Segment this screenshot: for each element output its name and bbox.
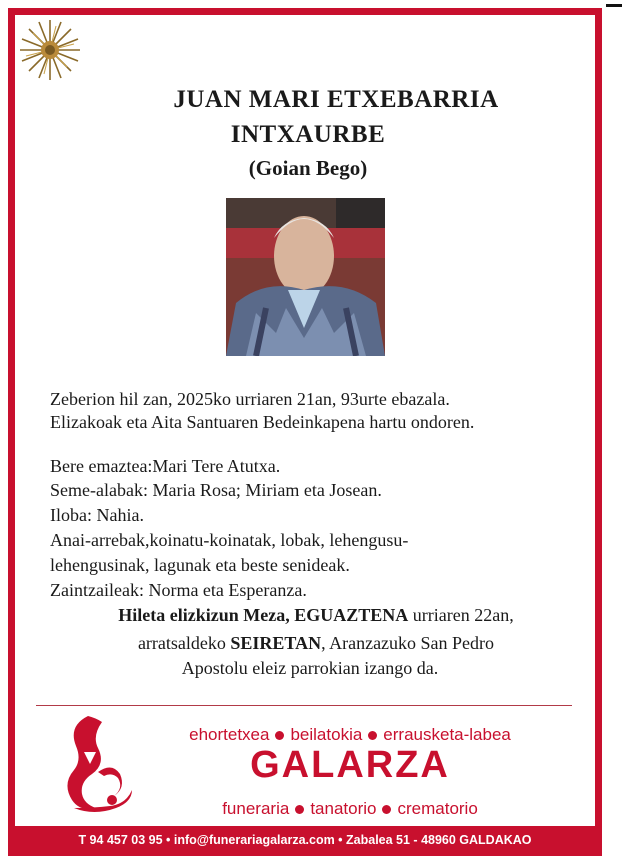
brand-name: GALARZA [250,744,450,786]
contact-line: T 94 457 03 95 • info@funerariagalarza.com • Zabalea 51 - 48960 GALDAKAO [78,833,532,847]
bullet-dot [275,731,284,740]
funeral-line-1 [4,604,624,626]
goian-bego-label: (Goian Bego) [248,156,368,180]
services-spanish [140,799,560,819]
deceased-name-line-2: INTXAURBE [230,121,386,148]
relative-line-children: Seme-alabak: Maria Rosa; Miriam eta Josean. [50,480,382,500]
death-announcement: Zeberion hil zan, 2025ko urriaren 21an, 93urte ebazala. [50,389,450,409]
service-errausketa-labea: errausketa-labea [383,725,511,744]
deceased-name-line-1: JUAN MARI ETXEBARRIA [173,86,499,113]
relative-line-siblings: Anai-arrebak,koinatu-koinatak, lobak, lehengusu- [50,530,409,550]
edge-mark [606,4,622,7]
relative-line-cousins: lehengusinak, lagunak eta beste senideak. [50,555,350,575]
services-basque [140,725,560,745]
galarza-logo-icon [54,712,138,816]
funeral-day: EGUAZTENA [294,605,409,625]
relative-line-spouse: Bere emaztea:Mari Tere Atutxa. [50,456,281,476]
bullet-dot [368,731,377,740]
service-funeraria: funeraria [222,799,290,818]
bullet-dot [382,805,391,814]
sacraments-line: Elizakoak eta Aita Santuaren Bedeinkapena hartu ondoren. [50,412,475,432]
contact-footer [8,826,602,856]
funeral-line-3: Apostolu eleiz parrokian izango da. [181,658,439,678]
portrait-photo [226,198,385,356]
funeral-line-2 [4,632,624,654]
funeral-sep: , [285,605,295,625]
thistle-flower-icon [14,16,86,84]
service-beilatokia: beilatokia [290,725,363,744]
divider [36,705,572,706]
funeral-time-prefix: arratsaldeko [137,633,231,653]
funeral-time: SEIRETAN [230,633,322,653]
funeral-date: urriaren 22an, [408,605,514,625]
relative-line-granddaughter: Iloba: Nahia. [50,505,144,525]
service-ehortetxea: ehortetxea [189,725,270,744]
service-tanatorio: tanatorio [310,799,377,818]
relative-line-caregivers: Zaintzaileak: Norma eta Esperanza. [50,580,307,600]
bullet-dot [295,805,304,814]
service-crematorio: crematorio [397,799,478,818]
funeral-church: , Aranzazuko San Pedro [321,633,495,653]
funeral-mass-label: Hileta elizkizun Meza [118,605,286,625]
